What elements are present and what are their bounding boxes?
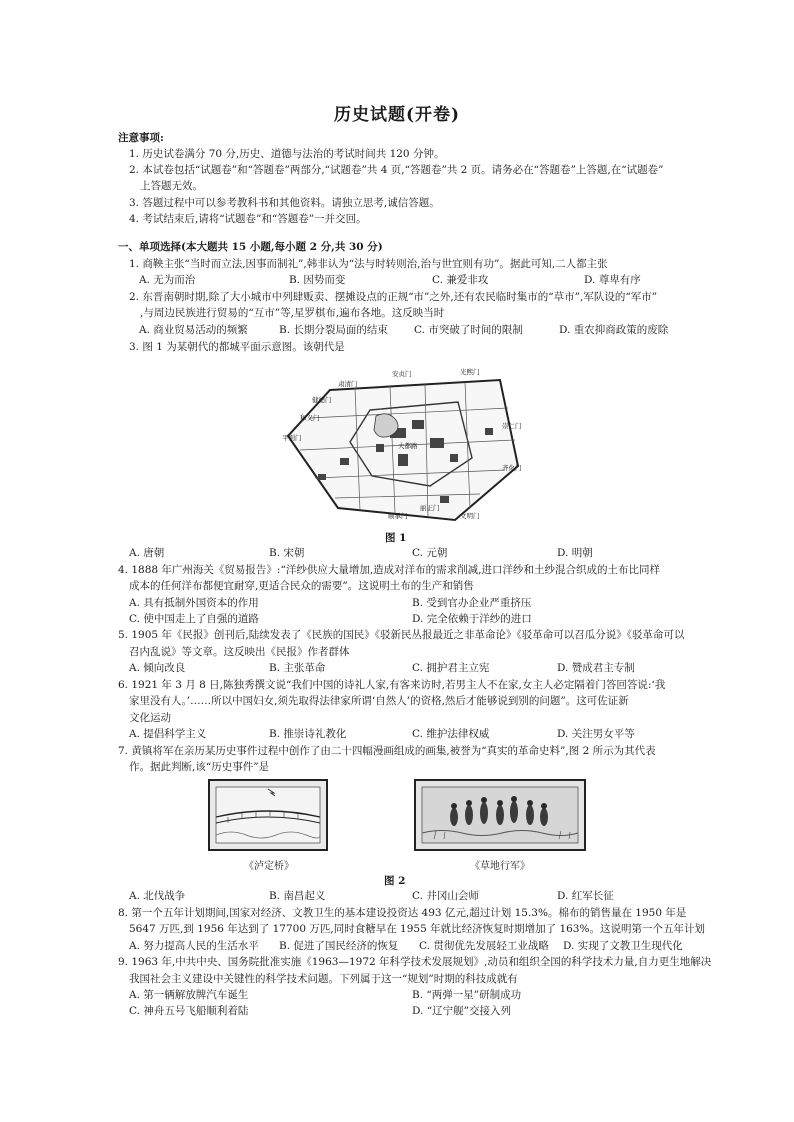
question-stem: 召内乱说》等文章。这反映出《民报》作者群体	[129, 646, 350, 658]
options-row	[129, 546, 719, 561]
image-caption: 《泸定桥》	[244, 861, 294, 872]
map-label: 和义门	[300, 414, 320, 422]
section-heading: 一、单项选择(本大题共 15 小题,每小题 2 分,共 30 分)	[118, 241, 383, 253]
exam-title: 历史试题(开卷)	[333, 105, 461, 125]
luding-bridge-drawing	[208, 779, 328, 851]
notice-item: 3. 答题过程中可以参考教科书和其他资料。请独立思考,诚信答题。	[129, 197, 440, 209]
map-label: 健德门	[312, 396, 332, 404]
notice-item: 上答题无效。	[140, 180, 203, 192]
notice-item: 4. 考试结束后,请将“试题卷”和“答题卷”一并交回。	[129, 213, 367, 225]
question-stem: 5. 1905 年《民报》创刊后,陆续发表了《民族的国民》《驳新民丛报最近之非革命论》《驳革命可以召瓜分说》《驳革命可以	[118, 629, 685, 641]
question-stem: 我国社会主义建设中关键性的科学技术问题。下列属于这一“规划”时期的科技成就有	[129, 973, 518, 985]
option-d: D. 完全依赖于洋纱的进口	[412, 613, 532, 625]
map-label: 安贞门	[392, 370, 412, 378]
question-stem: 家里没有人。’……所以中国妇女,须先取得法律家所谓‘自然人’的资格,然后才能够说到别的问题”。这可佐证新	[129, 695, 629, 707]
option-c: C. 元朝	[412, 547, 448, 559]
option-c: C. 井冈山会师	[412, 890, 479, 902]
map-label: 齐化门	[502, 464, 522, 472]
question-stem: 8. 第一个五年计划期间,国家对经济、文教卫生的基本建设投资达 493 亿元,超过计划 15.3%。棉布的销售量在 1950 年是	[118, 907, 687, 919]
question-stem: 4. 1888 年广州海关《贸易报告》:“洋纱供应大量增加,造成对洋布的需求削减,进口洋纱和土纱混合织成的土布比同样	[118, 564, 660, 576]
map-label: 平则门	[282, 434, 302, 442]
map-label: 丽正门	[420, 504, 440, 512]
option-d: D. 重农抑商政策的废除	[559, 324, 669, 336]
option-b: B. 长期分裂局面的结束	[279, 324, 388, 336]
options-row	[129, 988, 719, 1003]
option-a: A. 具有抵制外国资本的作用	[129, 597, 259, 609]
map-label: 顺承门	[388, 512, 408, 520]
option-c: C. 神舟五号飞船顺利着陆	[129, 1005, 249, 1017]
options-row	[129, 1004, 719, 1019]
map-label: 文明门	[460, 512, 480, 520]
capital-city-map	[280, 358, 530, 523]
option-a: A. 第一辆解放牌汽车诞生	[129, 989, 249, 1001]
options-row	[129, 939, 719, 954]
option-a: A. 北伐战争	[129, 890, 186, 902]
figure-caption: 图 2	[384, 875, 406, 887]
question-stem: 2. 东晋南朝时期,除了大小城市中列肆贩卖、摆摊设点的正规“市”之外,还有农民临时集市的“草市”,军队设的“军市”	[129, 291, 658, 303]
question-stem: 5647 万匹,到 1956 年达到了 17700 万匹,同时食糖早在 1955 年就比经济恢复时期增加了 163%。这说明第一个五年计划	[129, 923, 705, 935]
option-d: D. 关注男女平等	[557, 728, 635, 740]
option-b: B. 宋朝	[269, 547, 305, 559]
option-a: A. 无为而治	[139, 274, 196, 286]
option-d: D. 红军长征	[557, 890, 614, 902]
question-stem: 作。据此判断,该“历史事件”是	[129, 761, 270, 773]
option-b: B. 因势而变	[289, 274, 346, 286]
question-stem: ,与周边民族进行贸易的“互市”等,星罗棋布,遍布各地。这反映当时	[140, 307, 445, 319]
options-row	[129, 273, 719, 288]
question-stem: 1. 商鞅主张“当时而立法,因事而制礼”,韩非认为“法与时转则治,治与世宜则有功”。据此可知,二人都主张	[129, 258, 608, 270]
question-stem: 成本的任何洋布都便宜耐穿,更适合民众的需要”。这说明土布的生产和销售	[129, 580, 474, 592]
question-stem: 文化运动	[129, 712, 171, 724]
question-stem: 7. 黄镇将军在亲历某历史事件过程中创作了由二十四幅漫画组成的画集,被誉为“真实的革命史料”,图 2 所示为其代表	[118, 745, 656, 757]
option-d: D. “辽宁舰”交接入列	[412, 1005, 511, 1017]
option-d: D. 实现了文教卫生现代化	[563, 940, 683, 952]
option-d: D. 尊卑有序	[584, 274, 641, 286]
option-b: B. 促进了国民经济的恢复	[279, 940, 399, 952]
option-c: C. 使中国走上了自强的道路	[129, 613, 259, 625]
map-label: 肃清门	[338, 380, 358, 388]
option-c: C. 拥护君主立宪	[412, 662, 490, 674]
option-a: A. 唐朝	[129, 547, 165, 559]
notice-item: 2. 本试卷包括“试题卷”和“答题卷”两部分,“试题卷”共 4 页,“答题卷”共 2 页。请务必在“答题卷”上答题,在“试题卷”	[129, 164, 664, 176]
option-c: C. 贯彻优先发展轻工业战略	[419, 940, 549, 952]
options-row	[129, 889, 719, 904]
map-label: 崇仁门	[502, 422, 522, 430]
options-row	[129, 596, 719, 611]
question-stem: 6. 1921 年 3 月 8 日,陈独秀撰文说“我们中国的诗礼人家,有客来访时,若男主人不在家,女主人必定隔着门答回答说:‘我	[118, 679, 666, 691]
notice-heading: 注意事项:	[118, 132, 164, 144]
option-b: B. 主张革命	[269, 662, 326, 674]
figure-caption: 图 1	[385, 532, 407, 544]
grassland-march-drawing	[414, 779, 586, 851]
option-d: D. 明朝	[557, 547, 593, 559]
option-a: A. 倾向改良	[129, 662, 186, 674]
options-row	[129, 323, 719, 338]
question-stem: 9. 1963 年,中共中央、国务院批准实施《1963—1972 年科学技术发展规划》,动员和组织全国的科学技术力量,自力更生地解决	[118, 956, 712, 968]
map-label: 大都路	[398, 442, 418, 450]
options-row	[129, 661, 719, 676]
option-b: B. 受到官办企业严重挤压	[412, 597, 532, 609]
option-c: C. 市突破了时间的限制	[414, 324, 523, 336]
option-c: C. 兼爱非攻	[432, 274, 489, 286]
question-stem: 3. 图 1 为某朝代的都城平面示意图。该朝代是	[129, 341, 345, 353]
option-b: B. 推崇诗礼教化	[269, 728, 347, 740]
option-a: A. 努力提高人民的生活水平	[129, 940, 259, 952]
options-row	[129, 612, 719, 627]
image-caption: 《草地行军》	[470, 861, 530, 872]
map-label: 光熙门	[460, 368, 480, 376]
option-a: A. 提倡科学主义	[129, 728, 207, 740]
option-a: A. 商业贸易活动的频繁	[139, 324, 248, 336]
options-row	[129, 727, 719, 742]
option-b: B. 南昌起义	[269, 890, 326, 902]
notice-item: 1. 历史试卷满分 70 分,历史、道德与法治的考试时间共 120 分钟。	[129, 148, 445, 160]
option-b: B. “两弹一星”研制成功	[412, 989, 522, 1001]
option-d: D. 赞成君主专制	[557, 662, 635, 674]
option-c: C. 维护法律权威	[412, 728, 490, 740]
